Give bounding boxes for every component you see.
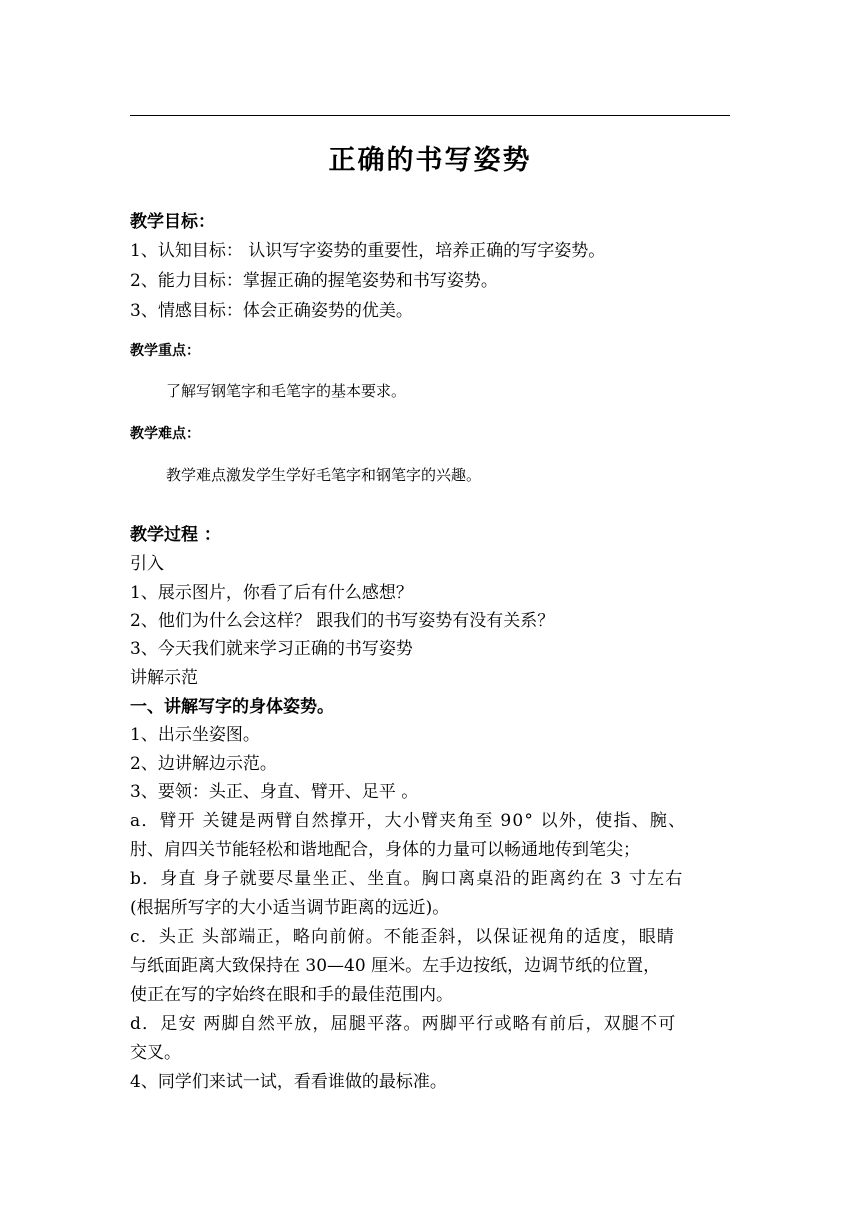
intro-item: 2、他们为什么会这样？ 跟我们的书写姿势有没有关系？ (130, 611, 555, 631)
section1-step: 3、要领：头正、身直、臂开、足平 。 (130, 782, 419, 802)
intro-label: 引入 (130, 554, 164, 574)
detail-line: 交叉。 (130, 1043, 181, 1063)
process-heading: 教学过程 ： (130, 525, 221, 545)
demo-label: 讲解示范 (130, 668, 198, 688)
intro-item: 1、展示图片，你看了后有什么感想？ (130, 583, 413, 603)
goals-heading: 教学目标： (130, 212, 215, 232)
key-point-text: 了解写钢笔字和毛笔字的基本要求。 (166, 382, 407, 400)
section1-step: 1、出示坐姿图。 (130, 725, 260, 745)
goal-item: 1、认知目标： 认识写字姿势的重要性，培养正确的写字姿势。 (130, 241, 606, 261)
detail-line: (根据所写字的大小适当调节距离的远近)。 (130, 898, 450, 918)
detail-line: 肘、肩四关节能轻松和谐地配合，身体的力量可以畅通地传到笔尖； (130, 840, 640, 860)
difficulty-text: 教学难点激发学生学好毛笔字和钢笔字的兴趣。 (166, 466, 482, 484)
goal-item: 3、情感目标：体会正确姿势的优美。 (130, 301, 413, 321)
detail-line: c．头正 头部端正，略向前俯。不能歪斜，以保证视角的适度，眼睛 (130, 927, 676, 947)
goal-item: 2、能力目标：掌握正确的握笔姿势和书写姿势。 (130, 271, 498, 291)
page-title: 正确的书写姿势 (328, 145, 532, 176)
difficulty-heading: 教学难点： (130, 426, 200, 442)
key-point-heading: 教学重点： (130, 343, 200, 359)
detail-line: d．足安 两脚自然平放，屈腿平落。两脚平行或略有前后，双腿不可 (130, 1014, 677, 1034)
intro-item: 3、今天我们就来学习正确的书写姿势 (130, 639, 413, 659)
detail-line: 与纸面距离大致保持在 30—40 厘米。左手边按纸，边调节纸的位置， (130, 956, 661, 976)
closing-line: 4、同学们来试一试，看看谁做的最标准。 (130, 1072, 447, 1092)
detail-line: b．身直 身子就要尽量坐正、坐直。胸口离桌沿的距离约在 3 寸左右 (130, 869, 684, 889)
section1-title: 一、讲解写字的身体姿势。 (130, 697, 334, 717)
detail-line: a．臂开 关键是两臂自然撑开，大小臂夹角至 90° 以外，使指、腕、 (130, 811, 687, 831)
header-rule (130, 115, 730, 116)
section1-step: 2、边讲解边示范。 (130, 754, 277, 774)
detail-line: 使正在写的字始终在眼和手的最佳范围内。 (130, 985, 453, 1005)
